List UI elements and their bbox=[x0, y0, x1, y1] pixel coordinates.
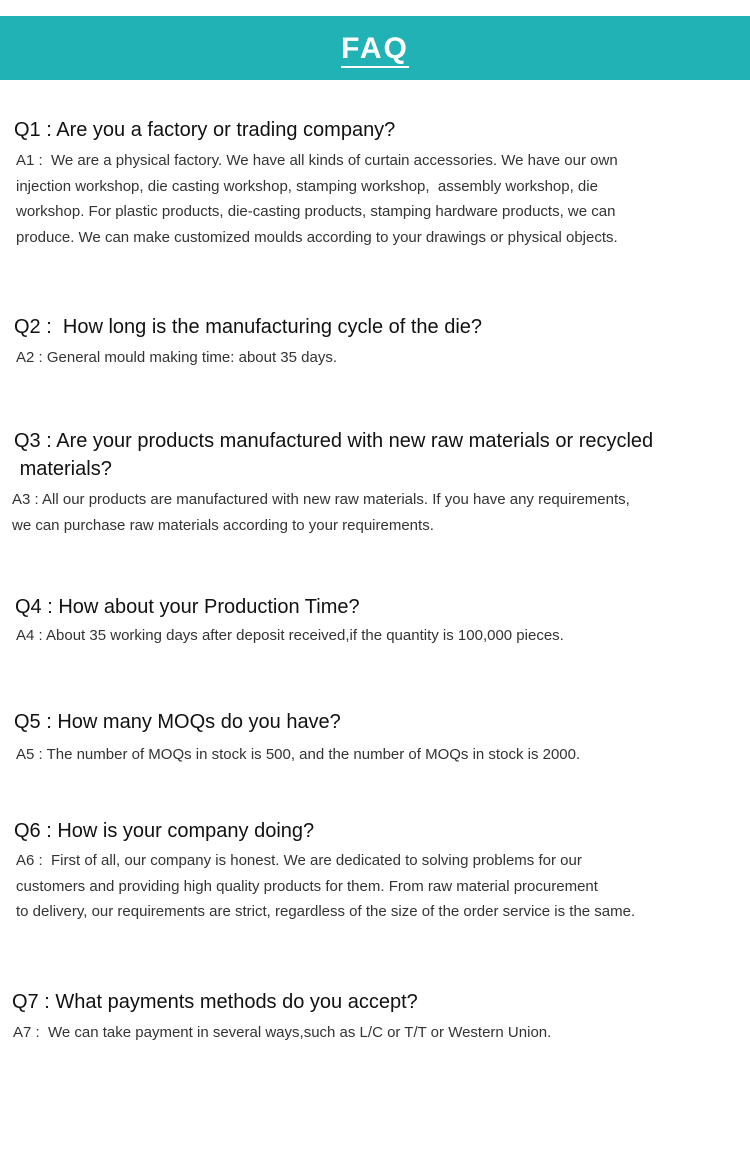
faq-question: Q3 : Are your products manufactured with new raw materials or recycled materials? bbox=[14, 430, 654, 480]
faq-header-banner bbox=[0, 16, 750, 80]
faq-answer-line: A5 : The number of MOQs in stock is 500, and the number of MOQs in stock is 2000. bbox=[16, 746, 581, 763]
faq-question: Q4 : How about your Production Time? bbox=[15, 596, 360, 618]
faq-question: Q7 : What payments methods do you accept? bbox=[12, 991, 418, 1013]
faq-answer-line: customers and providing high quality products for them. From raw material procurement bbox=[16, 877, 598, 895]
faq-answer-line: we can purchase raw materials according to your requirements. bbox=[12, 516, 434, 534]
faq-item-1 bbox=[0, 116, 750, 250]
page-title-text: FAQ bbox=[341, 32, 409, 68]
faq-question: Q1 : Are you a factory or trading company? bbox=[14, 119, 396, 141]
faq-item-7 bbox=[0, 988, 750, 1046]
faq-question: Q2 : How long is the manufacturing cycle of the die? bbox=[14, 316, 483, 338]
faq-answer-line: A6 : First of all, our company is honest. We are dedicated to solving problems for our bbox=[16, 852, 582, 869]
faq-question: Q6 : How is your company doing? bbox=[14, 820, 315, 842]
page-title bbox=[0, 30, 750, 68]
faq-question: Q5 : How many MOQs do you have? bbox=[14, 711, 341, 733]
faq-item-6 bbox=[0, 817, 750, 925]
faq-answer-line: workshop. For plastic products, die-casting products, stamping hardware products, we can bbox=[16, 203, 616, 220]
faq-answer-line: produce. We can make customized moulds according to your drawings or physical objects. bbox=[16, 228, 618, 246]
faq-item-3 bbox=[0, 427, 750, 538]
faq-answer-line: A1 : We are a physical factory. We have all kinds of curtain accessories. We have our own bbox=[16, 152, 618, 169]
faq-item-2 bbox=[0, 313, 750, 371]
faq-answer-line: injection workshop, die casting workshop, stamping workshop, assembly workshop, die bbox=[16, 177, 598, 195]
faq-answer-line: to delivery, our requirements are strict, regardless of the size of the order service is the same. bbox=[16, 903, 636, 920]
faq-answer-line: A7 : We can take payment in several ways,such as L/C or T/T or Western Union. bbox=[13, 1024, 552, 1041]
faq-item-4 bbox=[0, 593, 750, 649]
faq-answer-line: A3 : All our products are manufactured with new raw materials. If you have any requirements, bbox=[12, 491, 630, 508]
faq-item-5 bbox=[0, 708, 750, 768]
faq-answer-line: A4 : About 35 working days after deposit received,if the quantity is 100,000 pieces. bbox=[16, 627, 564, 644]
faq-answer-line: A2 : General mould making time: about 35 days. bbox=[16, 349, 338, 366]
